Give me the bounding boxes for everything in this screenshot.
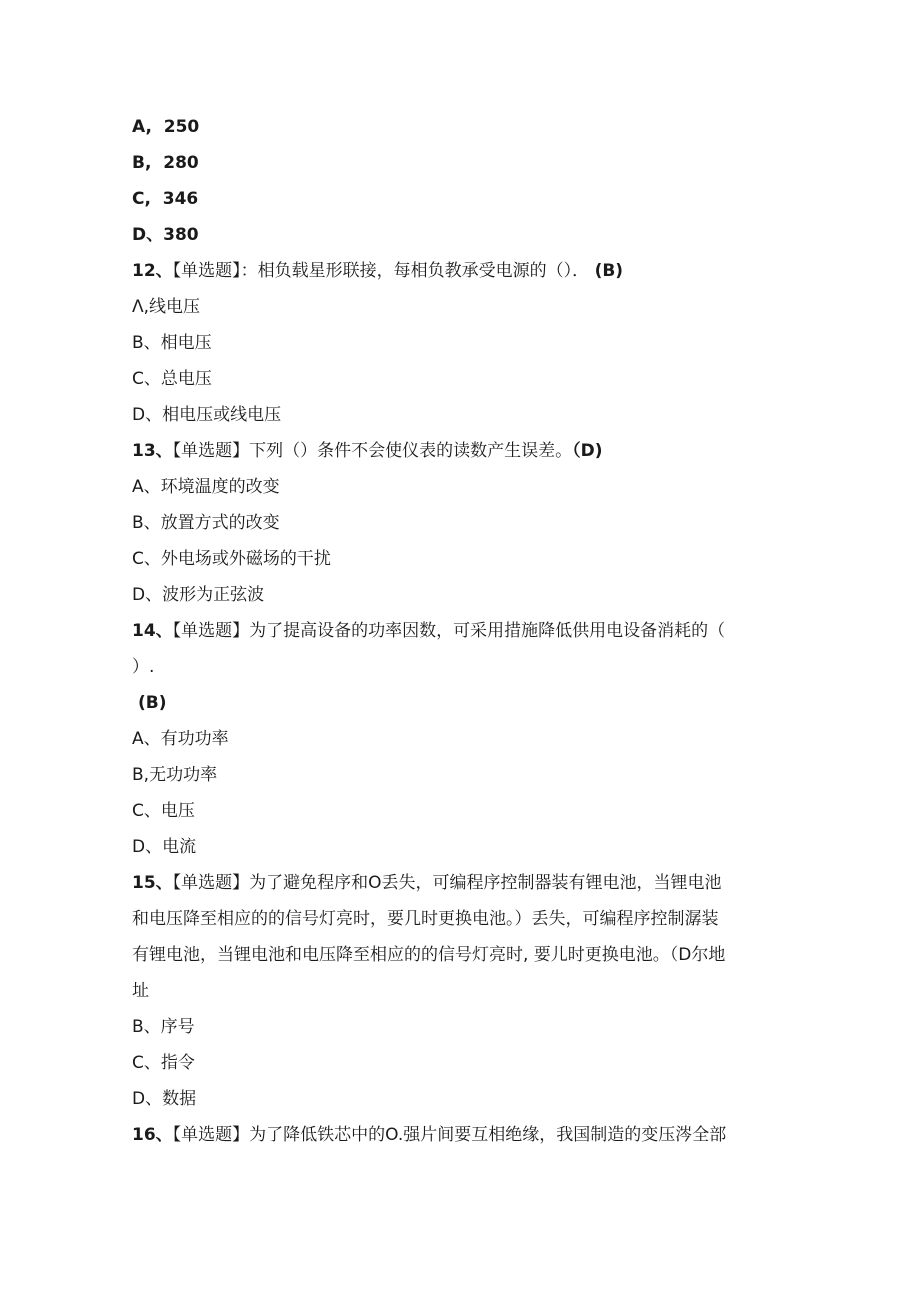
q14-option-d: D、电流	[132, 837, 197, 857]
q13-question	[132, 439, 603, 463]
q15-option-b: B、序号	[132, 1017, 195, 1037]
q12-number: 12、	[132, 261, 173, 281]
q12-question	[132, 259, 623, 283]
q14-option-c: C、电压	[132, 801, 195, 821]
q11-option-d: D、380	[132, 225, 199, 245]
q15-stem-line2: 和电压降至相应的的信号灯亮时，要几时更换电池。）丢失，可编程序控制潺装	[132, 909, 719, 929]
q14-option-a: A、有功功率	[132, 729, 229, 749]
q16-stem-line1: 【单选题】为了降低铁芯中的O.强片间要互相绝缘，我国制造的变压涔全部	[172, 1125, 727, 1145]
q12-option-a: Λ,线电压	[132, 297, 201, 317]
q12-option-d: D、相电压或线电压	[132, 405, 282, 425]
q15-stem-line4: 址	[132, 981, 149, 1001]
q14-question	[132, 619, 725, 643]
q13-option-d: D、波形为正弦波	[132, 585, 265, 605]
q15-question	[132, 871, 722, 895]
q14-answer: (B)	[138, 693, 167, 713]
q11-option-b: B, 280	[132, 153, 199, 173]
q16-question	[132, 1123, 726, 1147]
q15-option-d: D、数据	[132, 1089, 197, 1109]
q15-stem-line1: 【单选题】为了避免程序和O丢失，可编程序控制器装有锂电池，当锂电池	[172, 873, 722, 893]
q13-option-a: A、环境温度的改变	[132, 477, 280, 497]
q14-option-b: B,无功功率	[132, 765, 218, 785]
q13-answer: （D)	[572, 441, 603, 461]
q14-stem-line2: ）.	[132, 657, 155, 677]
q11-option-a: A, 250	[132, 117, 200, 137]
q14-number: 14、	[132, 621, 173, 641]
q15-number: 15、	[132, 873, 173, 893]
q16-number: 16、	[132, 1125, 173, 1145]
q13-stem: 【单选题】下列（）条件不会使仪表的读数产生误差。	[172, 441, 573, 461]
q14-stem-line1: 【单选题】为了提高设备的功率因数，可采用措施降低供用电设备消耗的（	[172, 621, 726, 641]
q12-answer: (B)	[594, 261, 624, 281]
q13-number: 13、	[132, 441, 173, 461]
q12-option-c: C、总电压	[132, 369, 212, 389]
q13-option-b: B、放置方式的改变	[132, 513, 280, 533]
q12-option-b: B、相电压	[132, 333, 212, 353]
q12-stem: 【单选题】：相负载星形联接，每相负教承受电源的（）．	[172, 261, 590, 281]
q15-option-c: C、指令	[132, 1053, 195, 1073]
q11-option-c: C, 346	[132, 189, 199, 209]
q15-stem-line3: 有锂电池，当锂电池和电压降至相应的的信号灯亮时, 要儿时更换电池。（D尔地	[132, 945, 726, 965]
q13-option-c: C、外电场或外磁场的干扰	[132, 549, 331, 569]
